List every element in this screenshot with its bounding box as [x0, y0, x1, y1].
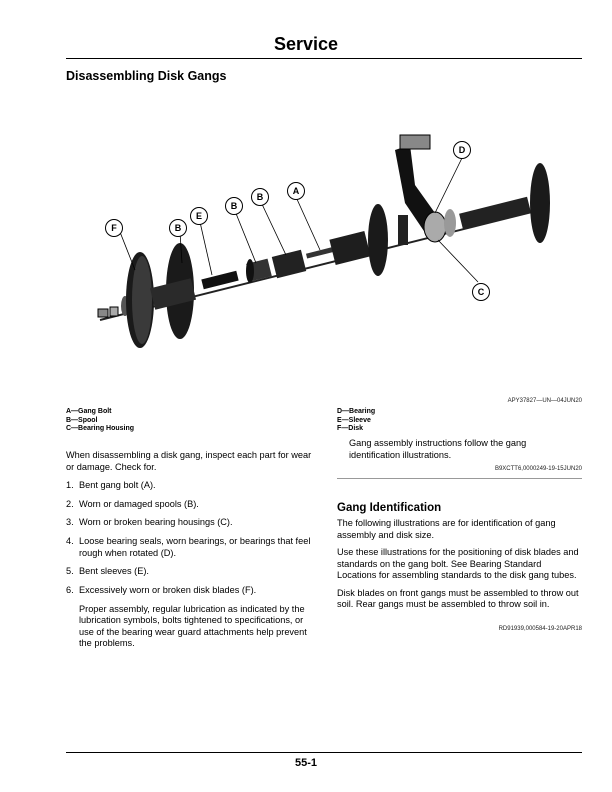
callout-c: C — [472, 283, 490, 301]
legend-item-f: F—Disk — [337, 425, 364, 432]
left-column — [66, 450, 316, 650]
doc-code-1: B9XCTT6,0000249-19-15JUN20 — [494, 466, 582, 472]
right-column-body — [337, 518, 583, 611]
header-rule — [66, 58, 582, 59]
legend-item-b: B—Spool — [66, 416, 98, 424]
page-title: Service — [273, 34, 339, 54]
callout-d: D — [453, 141, 471, 159]
right-column-rule — [337, 478, 582, 479]
list-item: 1. Bent gang bolt (A). — [66, 480, 156, 490]
disk-blade-paragraph: Disk blades on front gangs must be assembled to throw out soil. Rear gangs must be assembled to throw soil in. — [337, 587, 579, 609]
legend-right — [337, 408, 375, 434]
gang-instructions-note: Gang assembly instructions follow the gang identification illustrations. — [349, 438, 527, 460]
section-title-disassembling: Disassembling Disk Gangs — [66, 69, 227, 83]
callout-b-1: B — [169, 219, 187, 237]
gang-assembly-drawing — [60, 95, 580, 395]
legend-item-c: C—Bearing Housing — [66, 425, 135, 432]
closing-paragraph: Proper assembly, regular lubrication as indicated by the lubrication symbols, bolts tightened to specifications, or use of the bearing wear guard attachments help prevent the problems. — [79, 603, 307, 649]
list-item: 6. Excessively worn or broken disk blades (F). — [66, 584, 257, 595]
intro-paragraph: When disassembling a disk gang, inspect each part for wear or damage. Check for. — [66, 450, 312, 472]
list-item: 3. Worn or broken bearing housings (C). — [66, 517, 233, 528]
page-number: 55-1 — [294, 757, 318, 769]
legend-left — [66, 408, 134, 434]
callout-a: A — [287, 182, 305, 200]
doc-code-2: RD91939,000584-19-20APR18 — [498, 626, 582, 632]
legend-item-d: D—Bearing — [337, 408, 376, 415]
positioning-paragraph: Use these illustrations for the positioning of disk blades and standards on the gang bolt. See Bearing Standard Locations for assembling standards to the disk gang tubes. — [337, 547, 579, 580]
callout-f: F — [105, 219, 123, 237]
callout-e: E — [190, 207, 208, 225]
identification-paragraph: The following illustrations are for identification of gang assembly and disk size. — [337, 518, 556, 540]
footer-rule — [66, 752, 582, 753]
legend-item-e: E—Sleeve — [337, 416, 371, 424]
inspection-list — [66, 480, 316, 596]
legend-item-a: A—Gang Bolt — [66, 408, 112, 415]
callout-b-3: B — [251, 188, 269, 206]
figure-code: APY37827—UN—04JUN20 — [507, 398, 582, 404]
callout-b-2: B — [225, 197, 243, 215]
list-item: 4. Loose bearing seals, worn bearings, or bearings that feel rough when rotated (D). — [66, 536, 311, 558]
section-title-gang-identification: Gang Identification — [337, 502, 442, 514]
list-item: 5. Bent sleeves (E). — [66, 566, 149, 577]
exploded-gang-illustration — [60, 95, 580, 395]
list-item: 2. Worn or damaged spools (B). — [66, 498, 199, 509]
